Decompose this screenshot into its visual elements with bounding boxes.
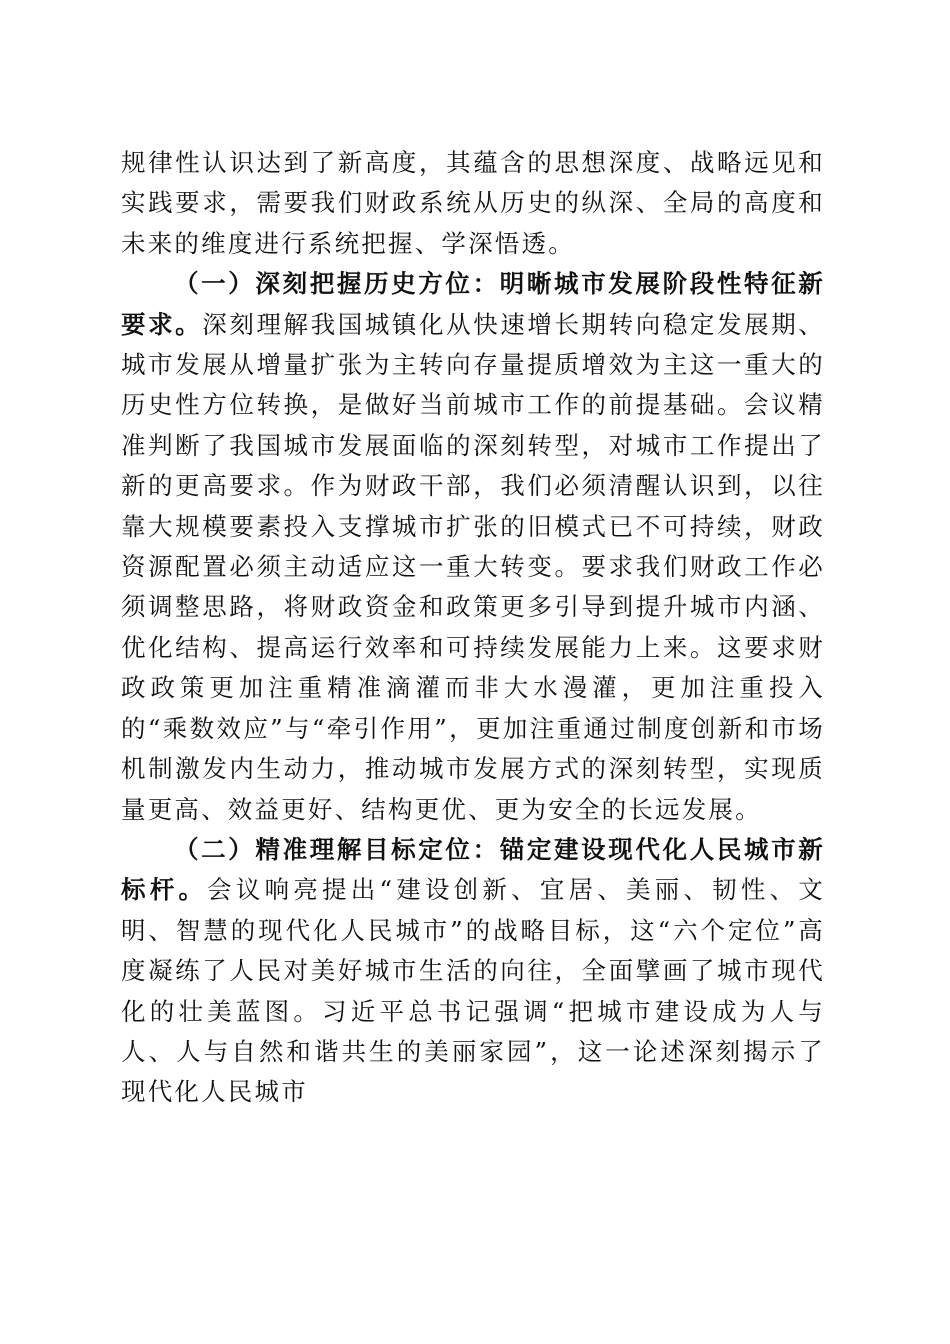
paragraph-section-two bbox=[121, 830, 825, 1113]
paragraph-text: 深刻理解我国城镇化从快速增长期转向稳定发展期、城市发展从增量扩张为主转向存量提质增效为主这一重大的历史性方位转换，是做好当前城市工作的前提基础。会议精准判断了我国城市发展面临的深刻转型，对城市工作提出了新的更高要求。作为财政干部，我们必须清醒认识到，以往靠大规模要素投入支撑城市扩张的旧模式已不可持续，财政资源配置必须主动适应这一重大转变。要求我们财政工作必须调整思路，将财政资金和政策更多引导到提升城市内涵、优化结构、提高运行效率和可持续发展能力上来。这要求财政政策更加注重精准滴灌而非大水漫灌，更加注重投入的“乘数效应”与“牵引作用”，更加注重通过制度创新和市场机制激发内生动力，推动城市发展方式的深刻转型，实现质量更高、效益更好、结构更优、更为安全的长远发展。 bbox=[121, 309, 825, 824]
document-body bbox=[121, 143, 825, 1113]
paragraph-section-one bbox=[121, 264, 825, 830]
paragraph-continuation bbox=[121, 143, 825, 264]
paragraph-text: 规律性认识达到了新高度，其蕴含的思想深度、战略远见和实践要求，需要我们财政系统从历史的纵深、全局的高度和未来的维度进行系统把握、学深悟透。 bbox=[121, 148, 825, 258]
section-heading-one: （一）深刻把握历史方位：明晰城市发展阶段性特征新要求。 bbox=[121, 269, 825, 339]
paragraph-text: 会议响亮提出“建设创新、宜居、美丽、韧性、文明、智慧的现代化人民城市”的战略目标，这“六个定位”高度凝练了人民对美好城市生活的向往，全面擘画了城市现代化的壮美蓝图。习近平总书记强调“把城市建设成为人与人、人与自然和谐共生的美丽家园”，这一论述深刻揭示了现代化人民城市 bbox=[121, 875, 825, 1107]
section-heading-two: （二）精准理解目标定位：锚定建设现代化人民城市新标杆。 bbox=[121, 834, 825, 905]
